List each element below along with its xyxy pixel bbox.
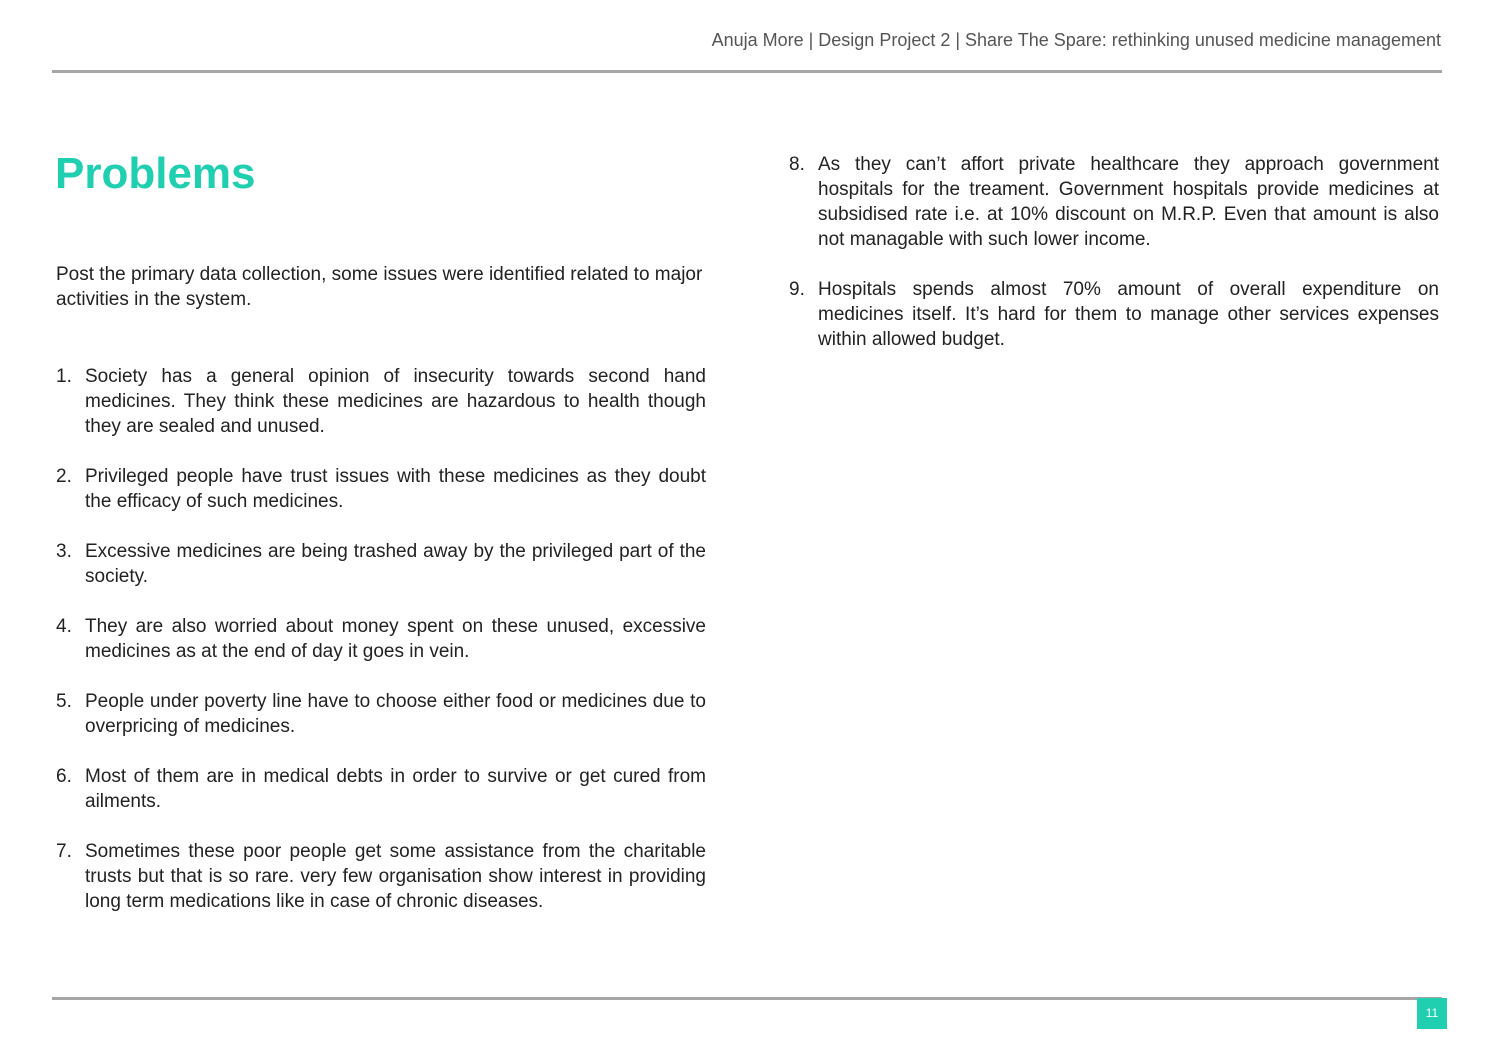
running-header: Anuja More | Design Project 2 | Share The Spare: rethinking unused medicine management — [711, 30, 1441, 50]
problem-item-5 — [56, 689, 706, 739]
problem-item-1 — [56, 364, 706, 439]
problem-number: 1. — [56, 366, 72, 387]
problem-list-right — [789, 152, 1439, 377]
problem-number: 8. — [789, 154, 805, 175]
intro-paragraph: Post the primary data collection, some issues were identified related to major activities in the system. — [56, 264, 703, 310]
problem-item-2 — [56, 464, 706, 514]
problem-text: People under poverty line have to choose either food or medicines due to overpricing of medicines. — [85, 691, 706, 737]
problem-item-9 — [789, 277, 1439, 352]
problem-text: As they can’t affort private healthcare they approach government hospitals for the treament. Government hospitals provide medicines at subsidised rate i.e. at 10% discount on M.R.P. Even that amount is also not managable with such lower income. — [818, 154, 1439, 250]
problem-text: Excessive medicines are being trashed away by the privileged part of the society. — [85, 541, 706, 587]
problem-number: 7. — [56, 841, 72, 862]
page-title: Problems — [55, 149, 256, 198]
problem-text: They are also worried about money spent on these unused, excessive medicines as at the end of day it goes in vein. — [85, 616, 706, 662]
problem-item-7 — [56, 839, 706, 914]
problem-number: 6. — [56, 766, 72, 787]
problem-text: Sometimes these poor people get some assistance from the charitable trusts but that is so rare. very few organisation show interest in providing long term medications like in case of chronic diseases. — [85, 841, 706, 912]
problem-number: 2. — [56, 466, 72, 487]
problem-item-8 — [789, 152, 1439, 252]
problem-text: Privileged people have trust issues with these medicines as they doubt the efficacy of such medicines. — [85, 466, 706, 512]
bottom-divider — [52, 997, 1442, 1000]
page-number-badge: 11 — [1417, 998, 1447, 1029]
problem-text: Society has a general opinion of insecurity towards second hand medicines. They think these medicines are hazardous to health though they are sealed and unused. — [85, 366, 706, 437]
problem-number: 3. — [56, 541, 72, 562]
problem-list-left — [56, 364, 706, 939]
problem-item-6 — [56, 764, 706, 814]
problem-number: 9. — [789, 279, 805, 300]
problem-text: Most of them are in medical debts in order to survive or get cured from ailments. — [85, 766, 706, 812]
top-divider — [52, 70, 1442, 73]
problem-item-4 — [56, 614, 706, 664]
problem-text: Hospitals spends almost 70% amount of overall expenditure on medicines itself. It’s hard for them to manage other services expenses within allowed budget. — [818, 279, 1439, 350]
problem-item-3 — [56, 539, 706, 589]
problem-number: 5. — [56, 691, 72, 712]
problem-number: 4. — [56, 616, 72, 637]
